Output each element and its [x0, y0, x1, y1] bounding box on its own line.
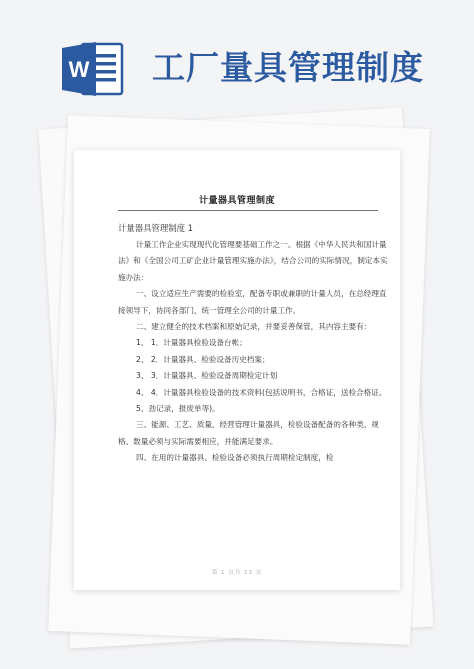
paragraph: 四、在用的计量器具、检验设备必须执行周期检定制度，检 [136, 453, 334, 463]
paragraph: 三、能源、工艺、质量、经营管理计量器具，检验设备配备的各种类、规格、数量必须与实际需要相应，并能满足要求。 [118, 420, 379, 446]
document-body [118, 220, 388, 467]
header-title: 工厂量具管理制度 [152, 48, 424, 87]
header-banner [0, 0, 474, 112]
paragraph: 二、建立健全的技术档案和原始记录，并要妥善保管，其内容主要有： [136, 322, 372, 332]
title-divider [118, 210, 378, 211]
list-item: 2、 2．计量器具、检验设备历史档案； [136, 354, 270, 364]
list-item: 4、 4．计量器具检验设备的技术资料(包括说明书，合格证，送检合格证。 [136, 387, 387, 397]
section-heading: 计量器具管理制度 1 [118, 223, 193, 233]
document-title: 计量器具管理制度 [198, 196, 275, 206]
paragraph: 一、设立适应生产需要的检验室，配备专职或兼职的计量人员，在总经理直接领导下，协同各部门，统一管理全公司的计量工作。 [118, 289, 387, 315]
list-item: 3、 3．计量器具、检验设备周期检定计划 [136, 371, 278, 381]
word-document-icon [62, 40, 126, 98]
page-number: 第 1 页共 13 页 [211, 570, 263, 576]
list-item: 1、 1．计量器具检验设备台帐； [136, 338, 247, 348]
list-item: 5、劲记录，报废单等)。 [136, 404, 220, 414]
paragraph: 计量工作企业实现现代化管理要基础工作之一。根据《中华人民共和国计量法》和《全国公司工矿企业计量管理实施办法》，结合公司的实际情况，制定本实施办法： [118, 240, 388, 282]
word-icon-letter: W [68, 57, 90, 82]
document-page [74, 150, 400, 590]
